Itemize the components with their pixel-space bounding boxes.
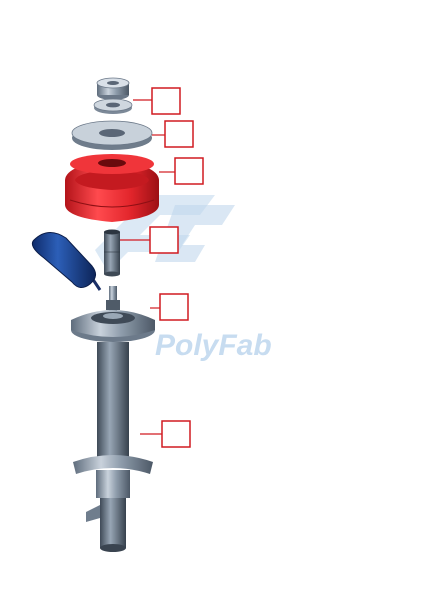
sleeve-D [104, 230, 120, 277]
label-D [150, 227, 178, 253]
washer-F [94, 99, 132, 114]
label-F [152, 88, 180, 114]
label-C [160, 294, 188, 320]
shock-rod [106, 286, 120, 312]
nut-F [97, 78, 129, 100]
strut-mount-C [71, 310, 155, 342]
thread-locker-bottle [32, 232, 100, 290]
strut-assembly-A [73, 342, 153, 552]
watermark-text: PolyFab [155, 329, 272, 362]
bushing-B [65, 154, 159, 222]
label-E [165, 121, 193, 147]
washer-E [72, 121, 152, 150]
label-B [175, 158, 203, 184]
label-A [162, 421, 190, 447]
